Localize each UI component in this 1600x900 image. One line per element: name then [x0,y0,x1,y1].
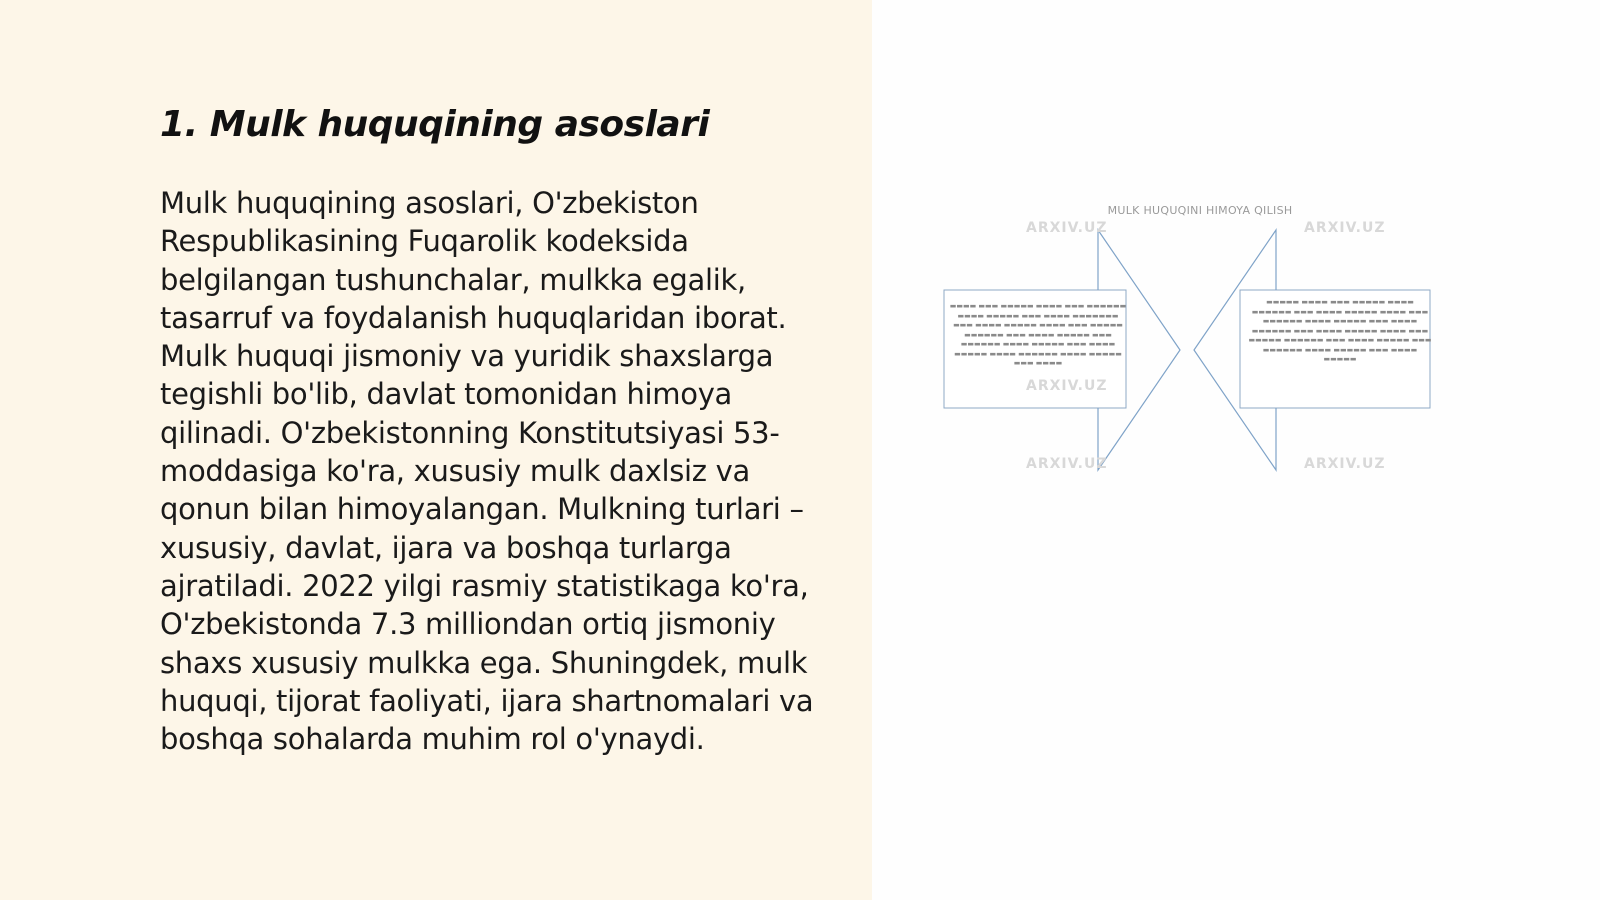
watermark-logo: ARXIV.UZ [1026,220,1108,236]
diagram-title: MULK HUQUQINI HIMOYA QILISH [1107,204,1293,217]
watermark-logo: ARXIV.UZ [1026,378,1108,394]
slide-title: 1. Mulk huquqining asoslari [160,104,710,145]
watermark-logo: ARXIV.UZ [1304,220,1386,236]
protection-diagram-image [940,200,1460,490]
watermark-logo: ARXIV.UZ [1026,456,1108,472]
watermark-logo: ARXIV.UZ [1304,456,1386,472]
left-box-text: ▬▬▬▬ ▬▬▬ ▬▬▬▬▬ ▬▬▬▬ ▬▬▬ ▬▬▬▬▬▬ ▬▬▬▬ ▬▬▬▬▬ ▬▬▬ ▬▬▬▬ ▬▬▬▬▬▬▬ ▬▬▬ ▬▬▬▬ ▬▬▬▬▬ ▬▬▬▬ ▬▬▬ ▬▬▬▬▬ ▬▬▬▬▬▬ ▬▬▬ ▬▬▬▬ ▬▬▬▬▬ ▬▬▬ ▬▬▬▬▬▬ ▬▬▬▬ ▬▬▬▬▬ ▬▬▬ ▬▬▬▬ ▬▬▬▬▬ ▬▬▬▬ ▬▬▬▬▬▬ ▬▬▬▬ ▬▬▬▬▬ ▬▬▬ ▬▬▬▬ [949,302,1127,367]
slide-body-text: Mulk huquqining asoslari, O'zbekiston Respublikasining Fuqarolik kodeksida belgilangan tushunchalar, mulkka egalik, tasarruf va foydalanish huquqlaridan iborat. Mulk huquqi jismoniy va yuridik shaxslarga tegishli bo'lib, davlat tomonidan himoya qilinadi. O'zbekistonning Konstitutsiyasi 53-moddasiga ko'ra, xususiy mulk daxlsiz va qonun bilan himoyalangan. Mulkning turlari – xususiy, davlat, ijara va boshqa turlarga ajratiladi. 2022 yilgi rasmiy statistikaga ko'ra, O'zbekistonda 7.3 milliondan ortiq jismoniy shaxs xususiy mulkka ega. Shuningdek, mulk huquqi, tijorat faoliyati, ijara shartnomalari va boshqa sohalarda muhim rol o'ynaydi. [160,186,814,757]
right-box-text: ▬▬▬▬▬ ▬▬▬▬ ▬▬▬ ▬▬▬▬▬ ▬▬▬▬ ▬▬▬▬▬▬ ▬▬▬ ▬▬▬▬ ▬▬▬▬▬ ▬▬▬▬ ▬▬▬ ▬▬▬▬▬▬ ▬▬▬▬ ▬▬▬▬▬ ▬▬▬ ▬▬▬▬ ▬▬▬▬▬▬ ▬▬▬ ▬▬▬▬ ▬▬▬▬▬ ▬▬▬▬ ▬▬▬ ▬▬▬▬▬ ▬▬▬▬▬▬ ▬▬▬ ▬▬▬▬ ▬▬▬▬▬ ▬▬▬ ▬▬▬▬▬▬ ▬▬▬▬ ▬▬▬▬▬ ▬▬▬ ▬▬▬▬ ▬▬▬▬▬ [1248,298,1432,363]
